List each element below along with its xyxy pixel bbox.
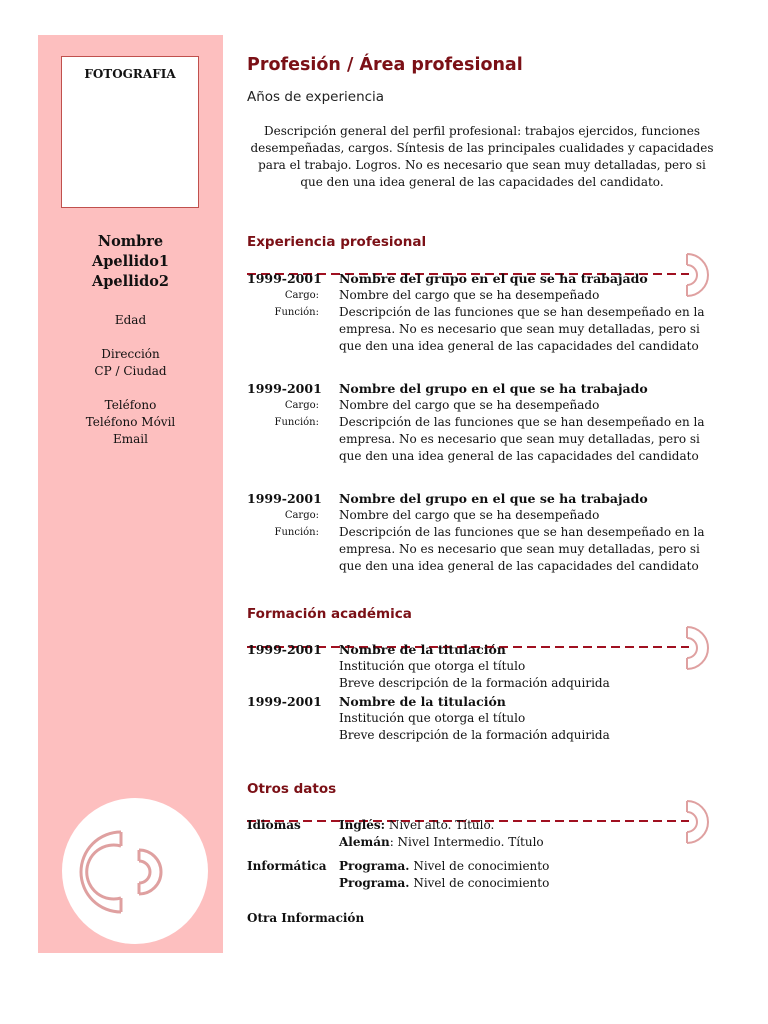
- computing-block: [247, 858, 717, 892]
- experience-group: Nombre del grupo en el que se ha trabajado: [339, 271, 648, 286]
- languages-block: [247, 817, 717, 851]
- program-level: Nivel de conocimiento: [409, 876, 550, 890]
- language-level: : Nivel Intermedio. Título: [389, 835, 544, 849]
- funcion-label: Función:: [274, 417, 319, 428]
- profession-title: Profesión / Área profesional: [247, 55, 523, 75]
- experience-cargo: Nombre del cargo que se ha desempeñado: [339, 508, 600, 522]
- program-name: Programa.: [339, 876, 410, 890]
- program-level: Nivel de conocimiento: [409, 859, 550, 873]
- education-entry: [247, 641, 717, 692]
- name-surname1: Apellido1: [91, 253, 170, 270]
- address: Dirección: [101, 347, 160, 361]
- name-first: Nombre: [97, 233, 164, 250]
- candidate-name: [38, 232, 223, 292]
- program-name: Programa.: [339, 859, 410, 873]
- languages-label: Idiomas: [247, 818, 301, 832]
- education-entry: [247, 693, 717, 744]
- age: Edad: [114, 313, 147, 327]
- photo-placeholder: [61, 56, 199, 208]
- experience-years: 1999-2001: [247, 271, 322, 286]
- other-section-title: Otros datos: [247, 781, 337, 797]
- education-summary: Breve descripción de la formación adquirida: [339, 728, 610, 742]
- logo-icon: [62, 798, 208, 944]
- education-degree: Nombre de la titulación: [339, 694, 506, 709]
- phone: Teléfono: [104, 398, 157, 412]
- language-name: Alemán: [339, 835, 390, 849]
- experience-entry: [247, 490, 717, 575]
- logo-ornament: [62, 798, 208, 944]
- funcion-label: Función:: [274, 307, 319, 318]
- language-level: Nivel alto. Título.: [385, 818, 495, 832]
- photo-label: FOTOGRAFIA: [84, 67, 176, 81]
- experience-years: 1999-2001: [247, 381, 322, 396]
- experience-cargo: Nombre del cargo que se ha desempeñado: [339, 398, 600, 412]
- experience-funcion: Descripción de las funciones que se han desempeñado en la empresa. No es necesario que sean muy detalladas, pero si que den una idea general de las capacidades del candidato: [339, 525, 705, 573]
- education-summary: Breve descripción de la formación adquirida: [339, 676, 610, 690]
- experience-years: 1999-2001: [247, 491, 322, 506]
- city: CP / Ciudad: [94, 364, 167, 378]
- experience-entry: [247, 380, 717, 465]
- experience-group: Nombre del grupo en el que se ha trabajado: [339, 381, 648, 396]
- sidebar: [38, 35, 223, 953]
- name-surname2: Apellido2: [91, 273, 170, 290]
- education-institution: Institución que otorga el título: [339, 659, 526, 673]
- education-years: 1999-2001: [247, 694, 322, 709]
- other-info-label: Otra Información: [247, 911, 365, 925]
- email: Email: [113, 432, 148, 446]
- education-years: 1999-2001: [247, 642, 322, 657]
- experience-section-title: Experiencia profesional: [247, 234, 427, 250]
- education-institution: Institución que otorga el título: [339, 711, 526, 725]
- computing-label: Informática: [247, 859, 327, 873]
- funcion-label: Función:: [274, 527, 319, 538]
- experience-funcion: Descripción de las funciones que se han desempeñado en la empresa. No es necesario que sean muy detalladas, pero si que den una idea general de las capacidades del candidato: [339, 305, 705, 353]
- experience-cargo: Nombre del cargo que se ha desempeñado: [339, 288, 600, 302]
- experience-funcion: Descripción de las funciones que se han desempeñado en la empresa. No es necesario que sean muy detalladas, pero si que den una idea general de las capacidades del candidato: [339, 415, 705, 463]
- contact-info: [38, 312, 223, 448]
- years-experience: Años de experiencia: [247, 89, 385, 105]
- education-degree: Nombre de la titulación: [339, 642, 506, 657]
- cargo-label: Cargo:: [284, 290, 319, 301]
- experience-entry: [247, 270, 717, 355]
- language-name: Inglés:: [339, 818, 386, 832]
- mobile-phone: Teléfono Móvil: [85, 415, 176, 429]
- cargo-label: Cargo:: [284, 510, 319, 521]
- cargo-label: Cargo:: [284, 400, 319, 411]
- education-section-title: Formación académica: [247, 606, 412, 622]
- experience-group: Nombre del grupo en el que se ha trabajado: [339, 491, 648, 506]
- profile-description: Descripción general del perfil profesional: trabajos ejercidos, funciones desempeñadas, cargos. Síntesis de las principales cualidades y capacidades para el trabajo. Logros. No es necesario que sean muy detalladas, pero si que den una idea general de las capacidades del candidato.: [250, 124, 714, 189]
